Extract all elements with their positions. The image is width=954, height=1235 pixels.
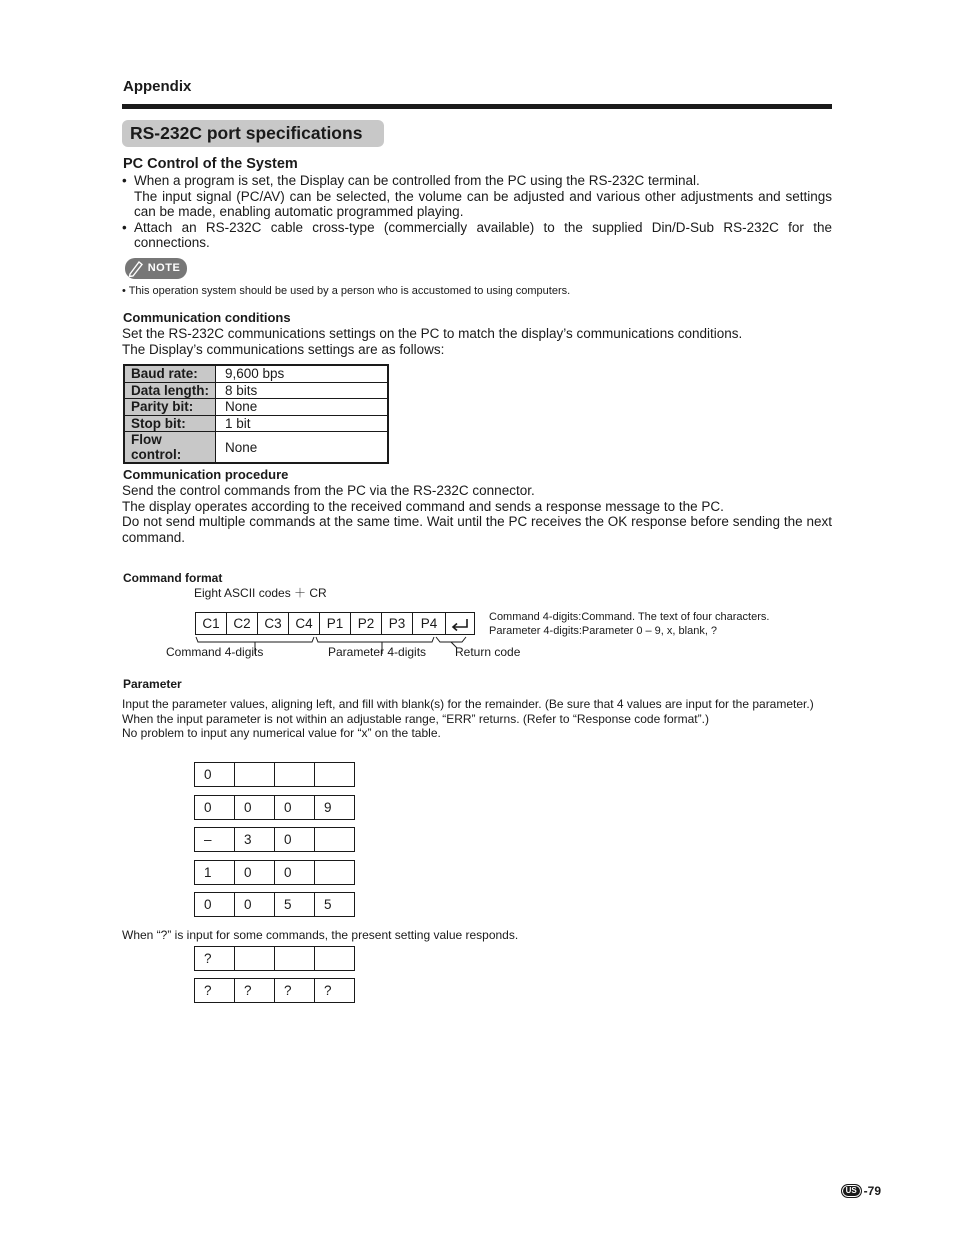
parameter-cell: [235, 946, 275, 971]
parameter-text: [122, 697, 817, 741]
label-return-code: Return code: [455, 645, 521, 659]
format-cell: C1: [195, 612, 227, 635]
paragraph-line: Set the RS-232C communications settings on the PC to match the display’s communications conditions.: [122, 326, 743, 341]
page-number: [841, 1184, 881, 1198]
table-row: [124, 415, 388, 432]
parameter-cell: 0: [275, 860, 315, 885]
command-format-desc: [489, 610, 769, 638]
command-format-caption: Eight ASCII codes ＋ CR: [194, 586, 327, 600]
comm-settings-table: [123, 364, 389, 464]
table-row: [124, 399, 388, 416]
parameter-cell: 0: [275, 795, 315, 820]
setting-key: Stop bit:: [124, 415, 216, 432]
note-label: NOTE: [147, 262, 181, 274]
bullet-text: Attach an RS-232C cable cross-type (commercially available) to the supplied Din/D-Sub RS-232C for the connections.: [134, 219, 832, 251]
parameter-cell: [315, 946, 355, 971]
setting-value: 1 bit: [216, 415, 389, 432]
setting-value: 8 bits: [216, 382, 389, 399]
format-cell: C4: [289, 612, 320, 635]
parameter-cell: ?: [315, 978, 355, 1003]
parameter-cell: ?: [275, 978, 315, 1003]
format-cell: P3: [382, 612, 413, 635]
setting-value: None: [216, 399, 389, 416]
parameter-grid: [194, 946, 355, 971]
paragraph-line: No problem to input any numerical value for “x” on the table.: [122, 726, 441, 740]
parameter-cell: –: [194, 827, 235, 852]
parameter-cell: 3: [235, 827, 275, 852]
paragraph-line: Do not send multiple commands at the same time. Wait until the PC receives the OK response before sending the next command.: [122, 514, 832, 545]
parameter-cell: [275, 946, 315, 971]
note-badge: [125, 258, 187, 279]
paragraph-line: The display operates according to the received command and sends a response message to the PC.: [122, 498, 724, 514]
paragraph-line: When the input parameter is not within an adjustable range, “ERR” returns. (Refer to “Response code format”.): [122, 711, 709, 726]
table-row: [124, 365, 388, 382]
comm-conditions-heading: Communication conditions: [123, 310, 291, 325]
return-arrow-icon: [446, 612, 475, 635]
parameter-cell: 5: [275, 892, 315, 917]
page-number-text: -79: [863, 1184, 881, 1198]
query-note: When “?” is input for some commands, the present setting value responds.: [122, 928, 519, 942]
section-header: Appendix: [123, 78, 192, 95]
bullet-text: The input signal (PC/AV) can be selected, the volume can be adjusted and various other adjustments and settings can be made, enabling automatic programmed playing.: [134, 188, 832, 220]
parameter-grid: [194, 860, 355, 885]
paragraph-line: Input the parameter values, aligning left, and fill with blank(s) for the remainder. (Be sure that 4 values are input for the parameter.): [122, 697, 814, 711]
parameter-grid: [194, 762, 355, 787]
parameter-cell: [315, 827, 355, 852]
setting-value: None: [216, 432, 389, 464]
setting-key: Baud rate:: [124, 365, 216, 382]
parameter-cell: [275, 762, 315, 787]
parameter-cell: [235, 762, 275, 787]
command-format-heading: Command format: [123, 571, 223, 585]
label-command-digits: Command 4-digits: [166, 645, 264, 659]
format-cell: P2: [351, 612, 382, 635]
desc-line: Command 4-digits:Command. The text of four characters.: [489, 611, 770, 623]
comm-procedure-heading: Communication procedure: [123, 467, 289, 482]
bullet-item: [122, 173, 832, 220]
parameter-cell: 0: [275, 827, 315, 852]
table-row: [124, 432, 388, 464]
parameter-cell: 1: [194, 860, 235, 885]
parameter-grid: [194, 978, 355, 1003]
parameter-cell: [315, 762, 355, 787]
pencil-icon: [128, 259, 144, 277]
parameter-cell: 0: [235, 795, 275, 820]
label-parameter-digits: Parameter 4-digits: [328, 645, 427, 659]
parameter-grid: [194, 795, 355, 820]
table-row: [124, 382, 388, 399]
comm-conditions-text: [122, 326, 842, 357]
bullet-item: [122, 220, 832, 251]
pc-control-heading: PC Control of the System: [123, 156, 298, 172]
note-text: • This operation system should be used by a person who is accustomed to using computers.: [122, 285, 571, 297]
parameter-cell: 0: [235, 860, 275, 885]
page-title: RS-232C port specifications: [122, 120, 384, 147]
parameter-heading: Parameter: [123, 677, 182, 691]
format-cell: P1: [320, 612, 351, 635]
format-cell: C2: [227, 612, 258, 635]
parameter-cell: ?: [194, 978, 235, 1003]
header-rule: [122, 104, 832, 109]
format-cell: C3: [258, 612, 289, 635]
setting-value: 9,600 bps: [216, 365, 389, 382]
parameter-cell: ?: [194, 946, 235, 971]
setting-key: Parity bit:: [124, 399, 216, 416]
bullet-mark: •: [122, 173, 127, 188]
region-badge: US: [841, 1184, 862, 1198]
parameter-grid: [194, 892, 355, 917]
parameter-cell: [315, 860, 355, 885]
paragraph-line: The Display’s communications settings are as follows:: [122, 341, 445, 357]
comm-procedure-text: [122, 483, 832, 545]
pc-control-bullets: [122, 173, 832, 251]
paragraph-line: Send the control commands from the PC via the RS-232C connector.: [122, 483, 535, 498]
parameter-cell: 0: [194, 762, 235, 787]
parameter-cell: ?: [235, 978, 275, 1003]
format-cell: P4: [413, 612, 446, 635]
bullet-text: When a program is set, the Display can be controlled from the PC using the RS-232C terminal.: [134, 173, 700, 188]
command-format-row: [195, 612, 475, 635]
parameter-cell: 0: [235, 892, 275, 917]
parameter-cell: 0: [194, 892, 235, 917]
bullet-mark: •: [122, 219, 127, 235]
desc-line: Parameter 4-digits:Parameter 0 – 9, x, blank, ?: [489, 625, 718, 637]
parameter-grid: [194, 827, 355, 852]
parameter-cell: 5: [315, 892, 355, 917]
setting-key: Flow control:: [124, 432, 216, 464]
setting-key: Data length:: [124, 382, 216, 399]
parameter-cell: 0: [194, 795, 235, 820]
parameter-cell: 9: [315, 795, 355, 820]
